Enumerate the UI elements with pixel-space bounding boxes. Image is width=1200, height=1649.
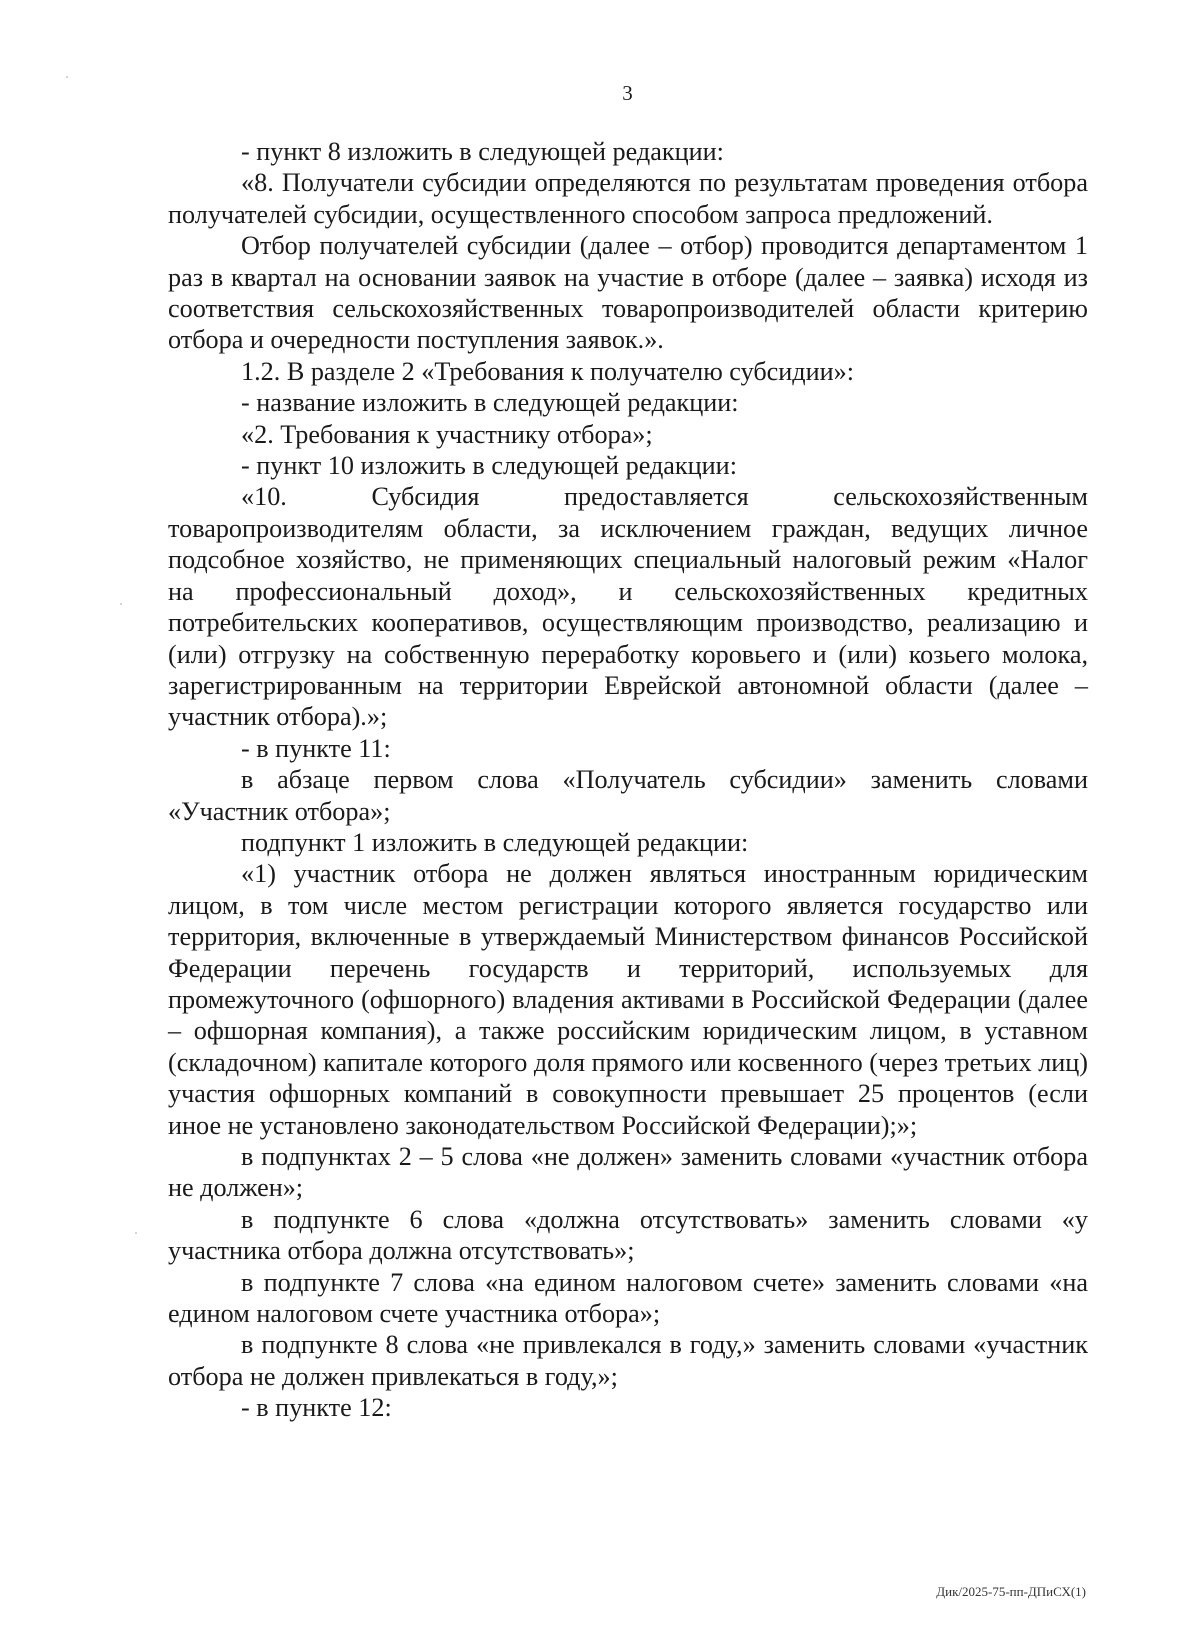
document-code: Дик/2025-75-пп-ДПиСХ(1) <box>936 1584 1086 1599</box>
paragraph: - пункт 8 изложить в следующей редакции: <box>241 137 724 166</box>
paragraph: в абзаце первом слова «Получатель субсидии» заменить словами «Участник отбора»; <box>168 765 1088 826</box>
paragraph: 1.2. В разделе 2 «Требования к получателю субсидии»: <box>241 356 855 386</box>
paragraph: «1) участник отбора не должен являться иностранным юридическим лицом, в том числе местом регистрации которого является государство или территория, включенные в утверждаемый Министерством финансов Российской Федерации перечень государств и территорий, используемых для промежуточного (офшорного) владения активами в Российской Федерации (далее – офшорная компания), а также российским юридическим лицом, в уставном (складочном) капитале которого доля прямого или косвенного (через третьих лиц) участия офшорных компаний в совокупности превышает 25 процентов (если иное не установлено законодательством Российской Федерации);»; <box>168 859 1089 1140</box>
paragraph: - в пункте 11: <box>241 733 391 763</box>
paragraph: «8. Получатели субсидии определяются по результатам проведения отбора получателей субсидии, осуществленного способом запроса предложений. <box>168 168 1088 229</box>
paragraph: «10. Субсидия предоставляется сельскохозяйственным товаропроизводителям области, за исключением граждан, ведущих личное подсобное хозяйство, не применяющих специальный налоговый режим «Налог на профессиональный доход», и сельскохозяйственных кредитных потребительских кооперативов, осуществляющим производство, реализацию и (или) отгрузку на собственную переработку коровьего и (или) козьего молока, зарегистрированным на территории Еврейской автономной области (далее – участник отбора).»; <box>168 482 1088 732</box>
paragraph: в подпункте 8 слова «не привлекался в году,» заменить словами «участник отбора не должен привлекаться в году,»; <box>168 1330 1088 1391</box>
paragraph: в подпункте 7 слова «на едином налоговом счете» заменить словами «на едином налоговом счете участника отбора»; <box>168 1267 1088 1329</box>
paragraph: Отбор получателей субсидии (далее – отбор) проводится департаментом 1 раз в квартал на основании заявок на участие в отборе (далее – заявка) исходя из соответствия сельскохозяйственных товаропроизводителей области критерию отбора и очередности поступления заявок.». <box>168 231 1088 355</box>
paragraph: - пункт 10 изложить в следующей редакции: <box>241 451 737 481</box>
paragraph: «2. Требования к участнику отбора»; <box>241 419 653 449</box>
scan-speck <box>120 603 122 605</box>
paragraph: подпункт 1 изложить в следующей редакции: <box>241 827 749 857</box>
scan-speck <box>66 76 68 78</box>
document-body <box>168 136 1088 1424</box>
paragraph: в подпункте 6 слова «должна отсутствовать» заменить словами «у участника отбора должна отсутствовать»; <box>168 1204 1088 1266</box>
paragraph: в подпунктах 2 – 5 слова «не должен» заменить словами «участник отбора не должен»; <box>168 1142 1088 1203</box>
scan-speck <box>135 1232 137 1234</box>
paragraph: - название изложить в следующей редакции: <box>241 388 739 418</box>
page-number: 3 <box>622 81 633 105</box>
paragraph: - в пункте 12: <box>241 1393 392 1423</box>
